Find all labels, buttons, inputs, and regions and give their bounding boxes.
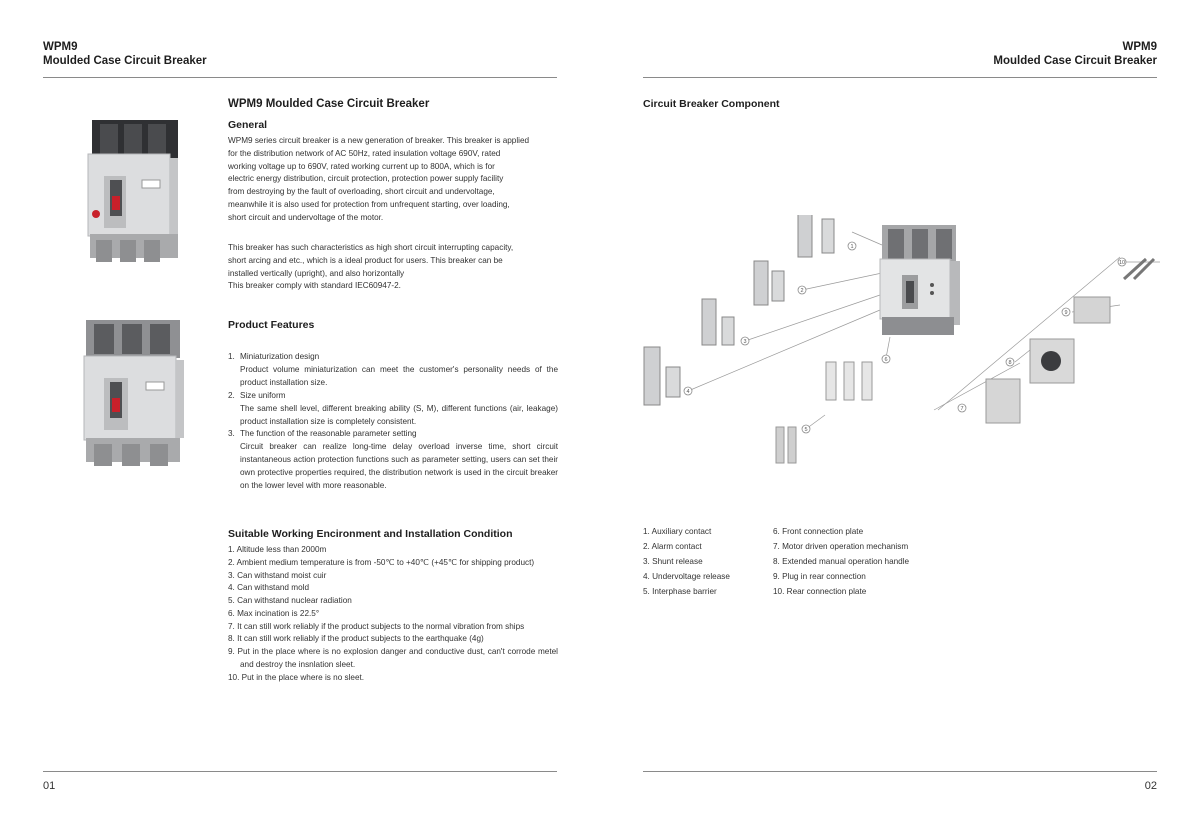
feature-item bbox=[228, 428, 558, 493]
feature-item bbox=[228, 390, 558, 429]
legend-left bbox=[643, 525, 730, 600]
general-line: from destroying by the fault of overloading, short circuit and undervoltage, bbox=[228, 187, 495, 197]
characteristics-line: short arcing and etc., which is a ideal product for users. This breaker can be bbox=[228, 255, 503, 265]
callout-6: 6 bbox=[884, 357, 888, 363]
footer-rule-left bbox=[43, 771, 557, 772]
condition-item: 6. Max incination is 22.5° bbox=[228, 608, 320, 618]
callout-10: 10 bbox=[1118, 260, 1126, 266]
header-right bbox=[993, 40, 1157, 68]
general-line: electric energy distribution, circuit protection, protection power supply facility bbox=[228, 174, 504, 184]
feature-number: 1. bbox=[228, 352, 235, 361]
footer-rule-right bbox=[643, 771, 1157, 772]
feature-title: Size uniform bbox=[240, 390, 286, 400]
feature-title: The function of the reasonable parameter setting bbox=[240, 429, 417, 439]
condition-item: 7. It can still work reliably if the product subjects to the normal vibration from ships bbox=[228, 621, 525, 631]
condition-item: 1. Altitude less than 2000m bbox=[228, 545, 327, 554]
legend-item: 4. Undervoltage release bbox=[643, 571, 730, 581]
legend-item: 5. Interphase barrier bbox=[643, 586, 717, 596]
header-rule-right bbox=[643, 77, 1157, 78]
characteristics-line: This breaker comply with standard IEC60947-2. bbox=[228, 281, 401, 291]
callout-2: 2 bbox=[800, 288, 804, 294]
features-list bbox=[228, 351, 558, 493]
condition-item: 9. Put in the place where is no explosion danger and conductive dust, can't corrode metel and destroy the insnlation sleet. bbox=[228, 647, 558, 669]
header-left-subtitle: Moulded Case Circuit Breaker bbox=[43, 55, 207, 67]
breaker-photo-top bbox=[82, 116, 184, 266]
condition-item: 3. Can withstand moist cuir bbox=[228, 570, 327, 580]
condition-item: 4. Can withstand mold bbox=[228, 583, 310, 593]
legend-item: 10. Rear connection plate bbox=[773, 586, 867, 596]
callout-4: 4 bbox=[686, 389, 690, 395]
breaker-photo-bottom bbox=[80, 316, 186, 468]
legend-item: 6. Front connection plate bbox=[773, 527, 864, 536]
general-heading: General bbox=[228, 119, 268, 131]
callout-7: 7 bbox=[960, 406, 964, 412]
legend-item: 3. Shunt release bbox=[643, 556, 703, 566]
main-breaker-drawing bbox=[880, 225, 960, 335]
characteristics-line: This breaker has such characteristics as high short circuit interrupting capacity, bbox=[228, 243, 514, 252]
header-right-subtitle: Moulded Case Circuit Breaker bbox=[993, 55, 1157, 67]
header-left bbox=[43, 40, 207, 68]
general-line: WPM9 series circuit breaker is a new generation of breaker. This breaker is applied bbox=[228, 136, 530, 145]
legend-right bbox=[773, 525, 909, 600]
header-left-code: WPM9 bbox=[43, 41, 78, 53]
characteristics-line: installed vertically (upright), and also horizontally bbox=[228, 268, 405, 278]
general-line: meanwhile it is also used for protection from unfrequent starting, over loading, bbox=[228, 199, 510, 209]
feature-item bbox=[228, 351, 558, 390]
legend-item: 8. Extended manual operation handle bbox=[773, 556, 910, 566]
callout-5: 5 bbox=[804, 427, 808, 433]
features-heading: Product Features bbox=[228, 319, 315, 331]
condition-item: 8. It can still work reliably if the product subjects to the earthquake (4g) bbox=[228, 634, 484, 644]
page-number-left: 01 bbox=[43, 780, 56, 792]
characteristics-paragraph bbox=[228, 242, 558, 293]
condition-item: 5. Can withstand nuclear radiation bbox=[228, 596, 352, 605]
general-paragraph bbox=[228, 135, 558, 225]
right-page-title: Circuit Breaker Component bbox=[643, 98, 780, 110]
legend-item: 7. Motor driven operation mechanism bbox=[773, 541, 909, 551]
header-rule-left bbox=[43, 77, 557, 78]
conditions-list bbox=[228, 544, 558, 684]
feature-number: 2. bbox=[228, 390, 235, 400]
general-line: working voltage up to 690V, rated working current up to 800A, which is for bbox=[228, 161, 495, 171]
feature-desc: Circuit breaker can realize long-time delay overload inverse time, short circuit instantaneous action protection functions such as parameter setting, users can set their own protective properties required, the distribution network is used in the circuit breaker on the lower level with more reasonable. bbox=[240, 442, 558, 491]
feature-number: 3. bbox=[228, 429, 235, 439]
general-line: short circuit and undervoltage of the motor. bbox=[228, 212, 384, 222]
callout-8: 8 bbox=[1008, 360, 1012, 366]
feature-desc: Product volume miniaturization can meet the customer's personality needs of the product installation size. bbox=[240, 364, 558, 387]
feature-title: Miniaturization design bbox=[240, 352, 320, 361]
callout-9: 9 bbox=[1064, 310, 1068, 316]
left-page-title: WPM9 Moulded Case Circuit Breaker bbox=[228, 98, 430, 110]
header-right-code: WPM9 bbox=[1122, 41, 1157, 53]
general-line: for the distribution network of AC 50Hz, rated insulation voltage 690V, rated bbox=[228, 148, 501, 158]
legend-item: 9. Plug in rear connection bbox=[773, 571, 866, 581]
page-number-right: 02 bbox=[1144, 780, 1157, 792]
callout-3: 3 bbox=[743, 339, 747, 345]
legend-item: 1. Auxiliary contact bbox=[643, 527, 712, 536]
legend-item: 2. Alarm contact bbox=[643, 541, 702, 551]
condition-item: 10. Put in the place where is no sleet. bbox=[228, 672, 365, 682]
condition-item: 2. Ambient medium temperature is from -50℃ to +40℃ (+45℃ for shipping product) bbox=[228, 557, 535, 567]
exploded-component-diagram bbox=[640, 215, 1160, 470]
callout-1: 1 bbox=[850, 244, 854, 250]
conditions-list-wrap bbox=[228, 544, 558, 684]
conditions-heading: Suitable Working Encironment and Installation Condition bbox=[228, 528, 513, 540]
feature-desc: The same shell level, different breaking ability (S, M), different functions (air, leakage) product installation size is completely consistent. bbox=[240, 403, 558, 426]
